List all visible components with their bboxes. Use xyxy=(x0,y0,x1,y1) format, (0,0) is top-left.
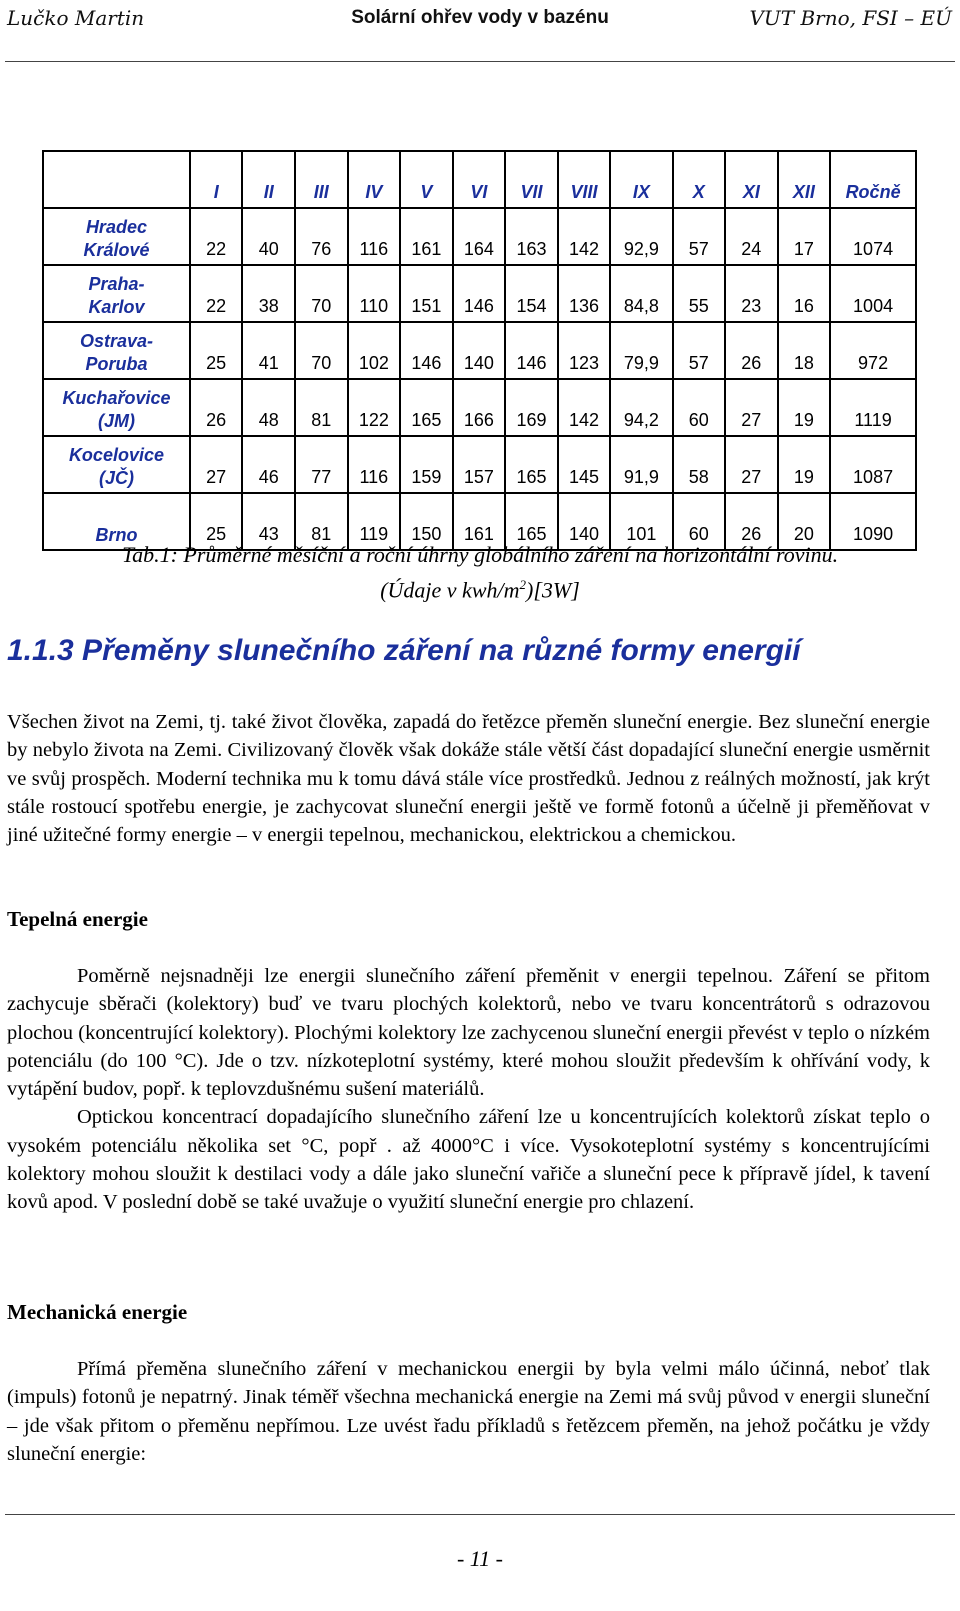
location-name-line-2: (JM) xyxy=(97,411,135,431)
value-cell: 142 xyxy=(558,379,611,436)
value-cell: 154 xyxy=(505,265,558,322)
table-caption xyxy=(0,540,960,605)
value-cell: 25 xyxy=(190,322,243,379)
value-cell: 26 xyxy=(725,322,778,379)
location-cell xyxy=(43,436,190,493)
intro-paragraph: Všechen život na Zemi, tj. také život člověka, zapadá do řetězce přeměn sluneční energie. Bez sluneční energie by nebylo života na Zemi. Civilizovaný člověk však dokáže stále větší část dopadající sluneční energie usměrnit ve svůj prospěch. Moderní technika mu k tomu dává stále více prostředků. Jednou z reálných možností, jak krýt stále rostoucí spotřebu energie, je zachycovat sluneční energii ještě ve formě fotonů a účelně ji přeměňovat v jiné užitečné formy energie – v energii tepelnou, mechanickou, elektrickou a chemickou. xyxy=(7,711,930,847)
value-cell: 84,8 xyxy=(610,265,672,322)
value-cell: 19 xyxy=(778,379,831,436)
caption-unit-text: (Údaje v kwh/m xyxy=(380,577,520,603)
thermal-text xyxy=(7,962,930,1217)
value-cell: 151 xyxy=(400,265,453,322)
location-name-line-2: Králové xyxy=(83,240,150,260)
caption-reference: )[3W] xyxy=(526,577,580,603)
table-row xyxy=(43,265,916,322)
location-name-line-2: Karlov xyxy=(88,297,145,317)
caption-unit-superscript: 2 xyxy=(519,577,526,592)
value-cell: 26 xyxy=(190,379,243,436)
mechanical-text xyxy=(7,1355,930,1468)
value-cell: 161 xyxy=(400,208,453,265)
value-cell: 150 xyxy=(400,493,453,550)
column-header: IV xyxy=(348,151,401,208)
value-cell: 1074 xyxy=(830,208,916,265)
value-cell: 81 xyxy=(295,493,348,550)
value-cell: 18 xyxy=(778,322,831,379)
location-cell xyxy=(43,322,190,379)
location-cell xyxy=(43,265,190,322)
thermal-paragraph-1: Poměrně nejsnadněji lze energii slunečního záření přeměnit v energii tepelnou. Záření se přitom zachycuje sběrači (kolektory) buď ve tvaru plochých kolektorů, nebo ve tvaru koncentrátorů s odrazovou plochou (koncentrující kolektory). Plochými kolektory lze zachycenou sluneční energii převést v teplo o nízkém potenciálu (do 100 °C). Jde o tzv. nízkoteplotní systémy, které mohou sloužit především k ohřívání vody, k vytápění budov, popř. k teplovzdušnému sušení materiálů. xyxy=(7,965,930,1101)
value-cell: 165 xyxy=(505,493,558,550)
location-cell xyxy=(43,379,190,436)
table-row xyxy=(43,436,916,493)
value-cell: 22 xyxy=(190,208,243,265)
value-cell: 60 xyxy=(673,493,726,550)
value-cell: 159 xyxy=(400,436,453,493)
value-cell: 119 xyxy=(348,493,401,550)
caption-line-2 xyxy=(0,570,960,605)
value-cell: 27 xyxy=(725,379,778,436)
value-cell: 22 xyxy=(190,265,243,322)
value-cell: 166 xyxy=(453,379,506,436)
page-header xyxy=(0,0,960,36)
footer-divider xyxy=(5,1514,955,1515)
value-cell: 1119 xyxy=(830,379,916,436)
column-header: I xyxy=(190,151,243,208)
value-cell: 1090 xyxy=(830,493,916,550)
value-cell: 94,2 xyxy=(610,379,672,436)
header-title: Solární ohřev vody v bazénu xyxy=(351,7,609,28)
value-cell: 58 xyxy=(673,436,726,493)
location-name-line-1: Kuchařovice xyxy=(62,388,171,408)
value-cell: 163 xyxy=(505,208,558,265)
value-cell: 92,9 xyxy=(610,208,672,265)
value-cell: 157 xyxy=(453,436,506,493)
location-name-line-2: (JČ) xyxy=(98,468,134,488)
section-title: 1.1.3 Přeměny slunečního záření na různé formy energií xyxy=(7,634,801,667)
value-cell: 70 xyxy=(295,265,348,322)
location-name-line-2: Poruba xyxy=(85,354,148,374)
value-cell: 27 xyxy=(725,436,778,493)
table-row xyxy=(43,208,916,265)
column-header: VII xyxy=(505,151,558,208)
value-cell: 57 xyxy=(673,208,726,265)
value-cell: 136 xyxy=(558,265,611,322)
column-header: IX xyxy=(610,151,672,208)
value-cell: 77 xyxy=(295,436,348,493)
value-cell: 140 xyxy=(558,493,611,550)
value-cell: 79,9 xyxy=(610,322,672,379)
header-divider xyxy=(5,61,955,62)
value-cell: 102 xyxy=(348,322,401,379)
location-cell xyxy=(43,208,190,265)
table-header-row xyxy=(43,151,916,208)
value-cell: 91,9 xyxy=(610,436,672,493)
value-cell: 165 xyxy=(505,436,558,493)
value-cell: 140 xyxy=(453,322,506,379)
value-cell: 81 xyxy=(295,379,348,436)
value-cell: 1087 xyxy=(830,436,916,493)
header-author: Lučko Martin xyxy=(7,6,145,30)
value-cell: 60 xyxy=(673,379,726,436)
value-cell: 46 xyxy=(242,436,295,493)
value-cell: 161 xyxy=(453,493,506,550)
value-cell: 19 xyxy=(778,436,831,493)
location-name-line-2: Brno xyxy=(95,525,138,545)
column-header: V xyxy=(400,151,453,208)
column-header: III xyxy=(295,151,348,208)
value-cell: 116 xyxy=(348,436,401,493)
value-cell: 165 xyxy=(400,379,453,436)
value-cell: 55 xyxy=(673,265,726,322)
column-header: II xyxy=(242,151,295,208)
mechanical-heading: Mechanická energie xyxy=(7,1300,188,1324)
value-cell: 972 xyxy=(830,322,916,379)
value-cell: 41 xyxy=(242,322,295,379)
value-cell: 76 xyxy=(295,208,348,265)
thermal-paragraph-2: Optickou koncentrací dopadajícího slunečního záření lze u koncentrujících kolektorů získat teplo o vysokém potenciálu několika set °C, popř . až 4000°C i více. Vysokoteplotní systémy s koncentrujícími kolektory mohou sloužit k destilaci vody a dále jako sluneční vařiče a sluneční pece k přípravě jídel, k tavení kovů apod. V poslední době se také uvažuje o využití sluneční energie pro chlazení. xyxy=(7,1106,930,1214)
value-cell: 17 xyxy=(778,208,831,265)
radiation-table-container xyxy=(42,150,917,551)
mechanical-paragraph-1: Přímá přeměna slunečního záření v mechanickou energii by byla velmi málo účinná, neboť tlak (impuls) fotonů je nepatrný. Jinak téměř všechna mechanická energie na Zemi má svůj původ v energii sluneční – jde však přitom o přeměnu nepřímou. Lze uvést řadu příkladů s řetězcem přeměn, na jehož počátku je vždy sluneční energie: xyxy=(7,1358,930,1465)
value-cell: 1004 xyxy=(830,265,916,322)
table-corner-cell xyxy=(43,151,190,208)
value-cell: 123 xyxy=(558,322,611,379)
value-cell: 57 xyxy=(673,322,726,379)
value-cell: 145 xyxy=(558,436,611,493)
caption-line-1: Tab.1: Průměrné měsíční a roční úhrny globálního záření na horizontální rovinu. xyxy=(121,542,839,567)
thermal-heading: Tepelná energie xyxy=(7,907,148,931)
column-header: Ročně xyxy=(830,151,916,208)
location-name-line-1: Ostrava- xyxy=(79,331,153,351)
table-row xyxy=(43,379,916,436)
value-cell: 169 xyxy=(505,379,558,436)
value-cell: 43 xyxy=(242,493,295,550)
value-cell: 146 xyxy=(400,322,453,379)
value-cell: 146 xyxy=(505,322,558,379)
value-cell: 122 xyxy=(348,379,401,436)
value-cell: 24 xyxy=(725,208,778,265)
value-cell: 20 xyxy=(778,493,831,550)
value-cell: 101 xyxy=(610,493,672,550)
column-header: VIII xyxy=(558,151,611,208)
value-cell: 38 xyxy=(242,265,295,322)
table-body xyxy=(43,208,916,550)
intro-text xyxy=(7,708,930,849)
column-header: VI xyxy=(453,151,506,208)
value-cell: 110 xyxy=(348,265,401,322)
column-header: XII xyxy=(778,151,831,208)
column-header: XI xyxy=(725,151,778,208)
value-cell: 164 xyxy=(453,208,506,265)
value-cell: 25 xyxy=(190,493,243,550)
value-cell: 16 xyxy=(778,265,831,322)
value-cell: 48 xyxy=(242,379,295,436)
value-cell: 70 xyxy=(295,322,348,379)
header-institution: VUT Brno, FSI – EÚ xyxy=(749,6,952,30)
value-cell: 146 xyxy=(453,265,506,322)
value-cell: 142 xyxy=(558,208,611,265)
value-cell: 26 xyxy=(725,493,778,550)
table-row xyxy=(43,322,916,379)
value-cell: 40 xyxy=(242,208,295,265)
column-header: X xyxy=(673,151,726,208)
location-name-line-1: Kocelovice xyxy=(68,445,164,465)
value-cell: 116 xyxy=(348,208,401,265)
page-number: - 11 - xyxy=(456,1546,504,1571)
value-cell: 23 xyxy=(725,265,778,322)
radiation-table xyxy=(42,150,917,551)
location-name-line-1: Hradec xyxy=(85,217,147,237)
location-name-line-1: Praha- xyxy=(88,274,145,294)
value-cell: 27 xyxy=(190,436,243,493)
